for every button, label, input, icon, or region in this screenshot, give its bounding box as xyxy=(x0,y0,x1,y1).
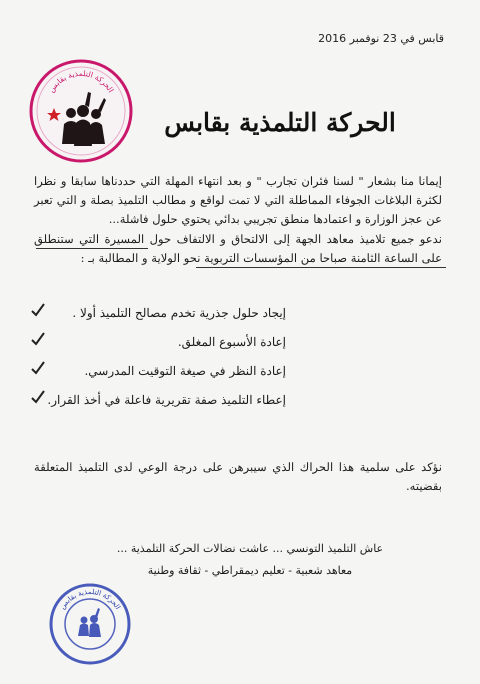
movement-logo xyxy=(28,58,134,164)
slogan-line: عاش التلميذ التونسي ... عاشت نضالات الحركة التلمذية ... xyxy=(116,542,384,555)
official-stamp xyxy=(48,582,132,666)
checkmark-icon xyxy=(30,302,46,318)
checkmark-icon xyxy=(30,389,46,405)
checkmark-icon xyxy=(30,360,46,376)
checkmark-icon xyxy=(30,331,46,347)
demands-list xyxy=(30,298,440,414)
intro-paragraph: إيمانا منا بشعار " لسنا فئران تجارب " و بعد انتهاء المهلة التي حددناها سابقا و نظرا لكثرة البلاغات الجوفاء المماطلة التي لا تمت لواقع و مطالب التلميذ بصلة و التي تعبر عن عجز الوزارة و اعتمادها منطق تجريبي بدائي يحتوي حلول فاشلة... xyxy=(34,174,442,226)
document-title: الحركة التلمذية بقابس xyxy=(164,108,396,137)
list-item: إعادة الأسبوع المغلق. xyxy=(30,327,440,356)
stamp-text: الحركة التلمذية بقابس xyxy=(58,587,122,611)
stamp-emblem-icon xyxy=(78,608,101,637)
logo-text: الحركة التلمذية بقابس xyxy=(46,68,116,95)
list-item: إيجاد حلول جذرية تخدم مصالح التلميذ أولا . xyxy=(30,298,440,327)
call-paragraph: ندعو جميع تلاميذ معاهد الجهة إلى الالتحاق و الالتفاف حول المسيرة التي ستنطلق على الساعة الثامنة صباحا من المؤسسات التربوية نحو الولاية و المطالبة بـ : xyxy=(34,232,442,265)
underline-mark xyxy=(36,248,148,249)
underline-mark xyxy=(196,267,446,268)
document-date: قابس في 23 نوفمبر 2016 xyxy=(318,32,444,45)
list-item: إعطاء التلميذ صفة تقريرية فاعلة في أخذ القرار. xyxy=(30,385,440,414)
affirmation-paragraph: نؤكد على سلمية هذا الحراك الذي سيبرهن على درجة الوعي لدى التلميذ المتعلقة بقضيته. xyxy=(34,460,442,493)
motto-line: معاهد شعبية - تعليم ديمقراطي - ثقافة وطنية xyxy=(147,564,353,577)
list-item: إعادة النظر في صيغة التوقيت المدرسي. xyxy=(30,356,440,385)
